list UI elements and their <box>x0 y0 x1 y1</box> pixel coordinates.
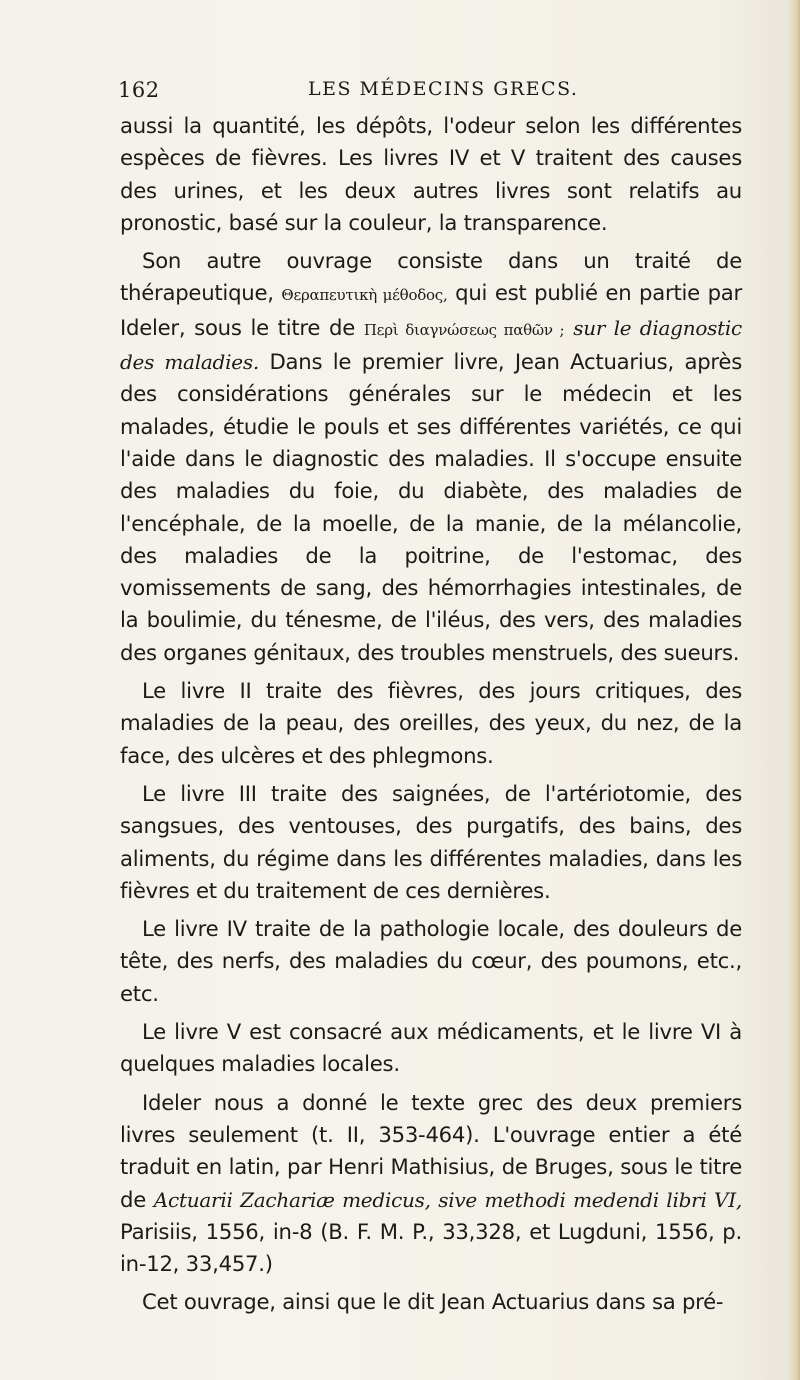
paragraph-7-text-b: Parisiis, 1556, in-8 (B. F. M. P., 33,328, et Lugduni, 1556, p. in-12, 33,457.) <box>120 1218 742 1277</box>
page-number: 162 <box>118 78 160 102</box>
paragraph-4: Le livre III traite des saignées, de l'artériotomie, des sangsues, des ventouses, des purgatifs, des bains, des aliments, du régime dans les différentes maladies, dans les fièvres et du traitement de ces dernières. <box>120 780 742 903</box>
paragraph-2-text-c <box>564 315 573 340</box>
paragraph-7-text-a: Ideler nous a donné le texte grec des deux premiers livres seulement (t. II, 353-464). L'ouvrage entier a été traduit en latin, par Henri Mathisius, de Bruges, sous le titre de <box>120 1089 742 1212</box>
page-edge-shadow <box>788 0 800 1380</box>
paragraph-3: Le livre II traite des fièvres, des jours critiques, des maladies de la peau, des oreilles, des yeux, du nez, de la face, des ulcères et des phlegmons. <box>120 678 742 768</box>
paragraph-2 <box>120 245 742 669</box>
paragraph-2-text-d: Dans le premier livre, Jean Actuarius, après des considérations générales sur le médecin et les malades, étudie le pouls et ses différentes variétés, ce qui l'aide dans le diagnostic des maladies. Il s'occupe ensuite des maladies du foie, du diabète, des maladies de l'encéphale, de la moelle, de la manie, de la mélancolie, des maladies de la poitrine, de l'estomac, des vomissements de sang, des hémorrhagies intestinales, de la boulimie, du ténesme, de l'iléus, des vers, des maladies des organes génitaux, des troubles menstruels, des sueurs. <box>120 349 742 665</box>
italic-title-diagnostic: sur le diagnostic des maladies. <box>120 315 743 375</box>
greek-title-therapeutike: Θεραπευτικὴ μέθοδος, <box>281 286 448 305</box>
body-text <box>120 110 742 1325</box>
paragraph-2-text-a: Son autre ouvrage consiste dans un traité de thérapeutique, <box>120 248 742 306</box>
greek-title-diagnoseos: Περὶ διαγνώσεως παθῶν ; <box>363 320 565 339</box>
paragraph-6: Le livre V est consacré aux médicaments, et le livre VI à quelques maladies locales. <box>120 1019 742 1077</box>
paragraph-7 <box>120 1087 742 1281</box>
paragraph-2-text-b: qui est publié en partie par Ideler, sous le titre de <box>120 280 742 340</box>
italic-title-latin: Actuarii Zachariæ medicus, sive methodi medendi libri VI, <box>153 1187 742 1212</box>
paragraph-1: aussi la quantité, les dépôts, l'odeur selon les différentes espèces de fièvres. Les livres IV et V traitent des causes des urines, et les deux autres livres sont relatifs au pronostic, basé sur la couleur, la transparence. <box>120 113 742 235</box>
paragraph-8: Cet ouvrage, ainsi que le dit Jean Actuarius dans sa pré- <box>142 1289 724 1315</box>
page-header <box>118 78 738 108</box>
paragraph-5: Le livre IV traite de la pathologie locale, des douleurs de tête, des nerfs, des maladies du cœur, des poumons, etc., etc. <box>120 916 742 1006</box>
running-head: LES MÉDECINS GRECS. <box>308 78 579 100</box>
